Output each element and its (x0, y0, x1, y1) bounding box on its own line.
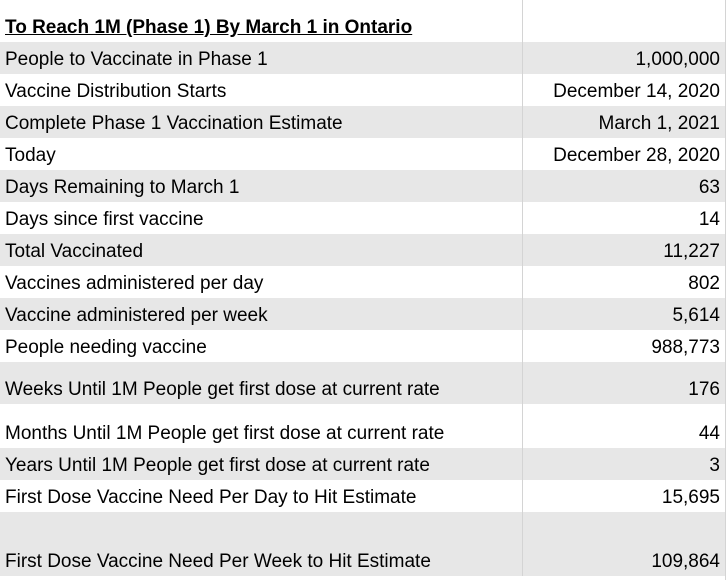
row-label[interactable]: First Dose Vaccine Need Per Week to Hit Estimate (5, 551, 431, 572)
row-label[interactable]: First Dose Vaccine Need Per Day to Hit Estimate (5, 487, 417, 508)
row-label[interactable]: Days since first vaccine (5, 209, 204, 230)
row-label[interactable]: Today (5, 145, 56, 166)
row-value[interactable]: 15,695 (522, 480, 726, 512)
row-value[interactable]: 11,227 (522, 234, 726, 266)
row-value[interactable]: 5,614 (522, 298, 726, 330)
row-label[interactable]: Total Vaccinated (5, 241, 144, 262)
row-value[interactable]: 14 (522, 202, 726, 234)
row-value[interactable]: 109,864 (522, 512, 726, 576)
title-empty-cell[interactable] (522, 0, 726, 42)
row-value[interactable]: December 28, 2020 (522, 138, 726, 170)
table-row[interactable] (0, 170, 726, 202)
row-label[interactable]: Vaccine administered per week (5, 305, 268, 326)
table-row[interactable] (0, 404, 726, 448)
table-row[interactable] (0, 74, 726, 106)
row-value[interactable]: 1,000,000 (522, 42, 726, 74)
table-row[interactable] (0, 106, 726, 138)
row-label[interactable]: People to Vaccinate in Phase 1 (5, 49, 268, 70)
table-row[interactable] (0, 512, 726, 576)
row-label[interactable]: Days Remaining to March 1 (5, 177, 240, 198)
row-label[interactable]: Vaccine Distribution Starts (5, 81, 227, 102)
table-row[interactable] (0, 362, 726, 404)
table-row[interactable] (0, 298, 726, 330)
table-row[interactable] (0, 42, 726, 74)
table-row[interactable] (0, 202, 726, 234)
row-value[interactable]: 802 (522, 266, 726, 298)
row-label[interactable]: Vaccines administered per day (5, 273, 264, 294)
row-value[interactable]: 988,773 (522, 330, 726, 362)
row-value[interactable]: 3 (522, 448, 726, 480)
table-row[interactable] (0, 234, 726, 266)
sheet-title[interactable]: To Reach 1M (Phase 1) By March 1 in Ontario (5, 17, 413, 38)
table-row[interactable] (0, 330, 726, 362)
title-row[interactable] (0, 0, 726, 42)
row-label[interactable]: Complete Phase 1 Vaccination Estimate (5, 113, 343, 134)
row-value[interactable]: March 1, 2021 (522, 106, 726, 138)
row-value[interactable]: December 14, 2020 (522, 74, 726, 106)
table-row[interactable] (0, 266, 726, 298)
row-label[interactable]: Months Until 1M People get first dose at current rate (5, 423, 445, 444)
row-value[interactable]: 44 (522, 404, 726, 448)
row-label[interactable]: People needing vaccine (5, 337, 207, 358)
row-value[interactable]: 63 (522, 170, 726, 202)
row-label[interactable]: Years Until 1M People get first dose at current rate (5, 455, 430, 476)
row-value[interactable]: 176 (522, 362, 726, 404)
table-row[interactable] (0, 480, 726, 512)
table-row[interactable] (0, 448, 726, 480)
table-row[interactable] (0, 138, 726, 170)
row-label[interactable]: Weeks Until 1M People get first dose at current rate (5, 379, 440, 400)
